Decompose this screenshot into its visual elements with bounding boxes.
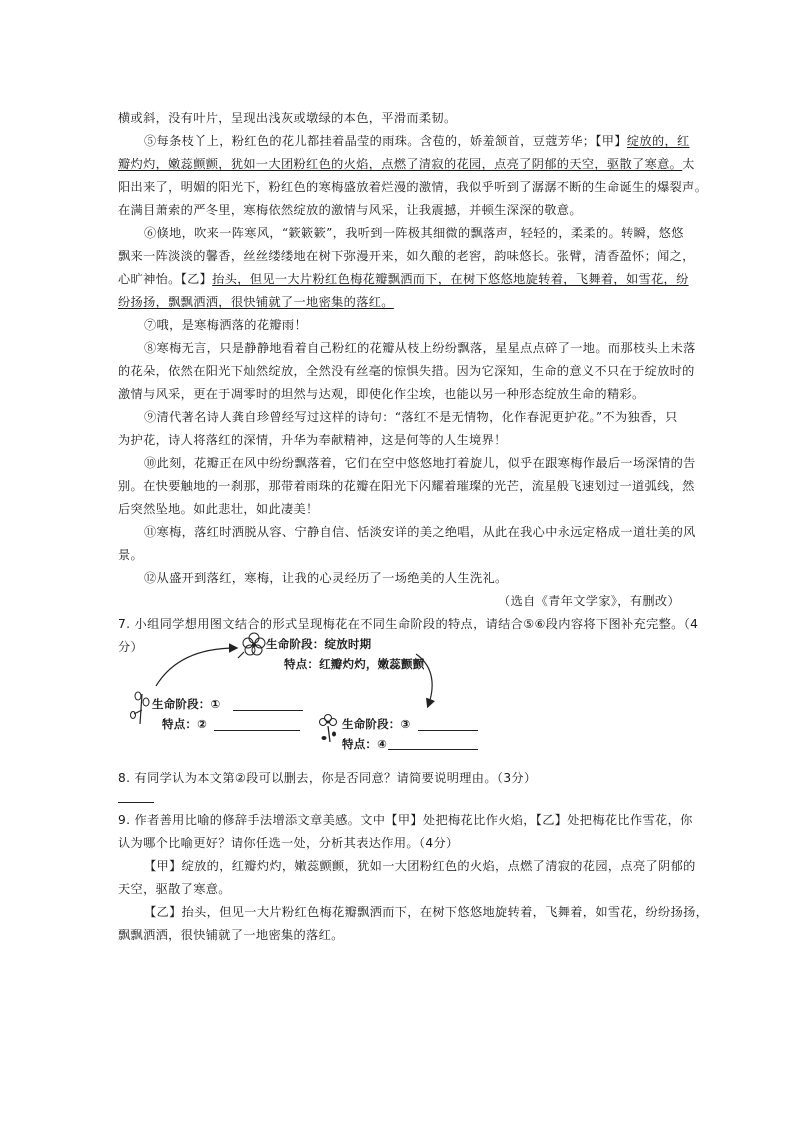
- q9-yi-quote: 【乙】抬头，但见一大片粉红色梅花瓣飘洒而下，在树下悠悠地旋转着，飞舞着，如雪花，纷纷扬扬，: [144, 905, 709, 919]
- passage-line: ⑪寒梅，落红时洒脱从容、宁静自信、恬淡安详的美之绝唱，从此在我心中永远定格成一道壮美的风: [144, 525, 696, 539]
- question-9: 9. 作者善用比喻的修辞手法增添文章美感。文中【甲】处把梅花比作火焰，【乙】处把梅花比作雪花，你: [118, 813, 693, 827]
- passage-line: 横或斜，没有叶片，呈现出浅灰或墩绿的本色，平滑而柔韧。: [118, 111, 457, 125]
- passage-line: 后突然坠地。如此悲壮，如此凄美！: [118, 502, 319, 516]
- question-9-cont: 认为哪个比喻更好？请你任选一处，分析其表达作用。（4分）: [118, 836, 459, 850]
- q9-jia-quote: 【甲】绽放的，红瓣灼灼，嫩蕊颤颤，犹如一大团粉红色的火焰，点燃了清寂的花园，点亮了阴郁的: [144, 859, 696, 873]
- q9-yi-quote-cont: 飘飘洒洒，很快铺就了一地密集的落红。: [118, 928, 344, 942]
- passage-line: [118, 156, 695, 172]
- passage-line: 激情与风采，更在于凋零时的坦然与达观，即使化作尘埃，也能以另一种形态绽放生命的精彩。: [118, 387, 645, 401]
- passage-line: [118, 271, 689, 287]
- question-7: 7. 小组同学想用图文结合的形式呈现梅花在不同生命阶段的特点，请结合⑤⑥段内容将下图补充完整。（4: [118, 617, 699, 631]
- jia-marker: 【甲】: [595, 134, 627, 148]
- passage-line: 在满目萧索的严冬里，寒梅依然绽放的激情与风采，让我震撼，并顿生深深的敬意。: [118, 203, 582, 217]
- passage-line: 别。在快要触地的一刹那，那带着雨珠的花瓣在阳光下闪耀着璀璨的光芒，流星般飞速划过一道弧线，然: [118, 479, 695, 493]
- answer-blank-3[interactable]: [418, 730, 478, 731]
- answer-blank-2[interactable]: [214, 730, 300, 731]
- jia-start: 绽放的，红: [626, 134, 690, 148]
- jia-end: 太: [682, 157, 695, 171]
- answer-blank-4[interactable]: [388, 749, 478, 750]
- passage-line: ⑫从盛开到落红，寒梅，让我的心灵经历了一场绝美的人生洗礼。: [144, 571, 508, 585]
- passage-line: ⑧寒梅无言，只是静静地看着自己粉红的花瓣从枝上纷纷飘落，星星点点碎了一地。而那枝头上未落: [144, 341, 696, 355]
- yi-underlined: 抬头，但见一大片粉红色梅花瓣飘洒而下，在树下悠悠地旋转着，飞舞着，如雪花，纷: [212, 272, 689, 286]
- left-feature-label: 特点：②: [162, 717, 208, 731]
- passage-line: ⑥倏地，吹来一阵寒风，“簌簌簌”，我听到一阵极其细微的飘落声，轻轻的，柔柔的。转瞬，悠悠: [144, 226, 684, 240]
- passage-line: ⑨清代著名诗人龚自珍曾经写过这样的诗句：“落红不是无情物，化作春泥更护花。”不为独香，只: [144, 410, 678, 424]
- passage-line: 为护花，诗人将落红的深情，升华为奉献精神，这是何等的人生境界！: [118, 433, 507, 447]
- top-feature-label: 特点：红瓣灼灼，嫩蕊颤颤: [284, 657, 425, 671]
- answer-blank-1[interactable]: [233, 710, 303, 711]
- question-7-cont: 分）: [118, 640, 144, 654]
- falling-petals-icon: [320, 715, 337, 743]
- para5-text: ⑤每条枝丫上，粉红色的花儿都挂着晶莹的雨珠。含苞的，娇羞颔首，豆蔻芳华；: [144, 134, 596, 148]
- life-stage-diagram: [118, 628, 518, 758]
- right-feature-label: 特点：④: [342, 737, 388, 751]
- passage-line: ⑩此刻，花瓣正在风中纷纷飘落着，它们在空中悠悠地打着旋儿，似乎在跟寒梅作最后一场深情的告: [144, 456, 696, 470]
- top-stage-label: 生命阶段：绽放时期: [266, 637, 372, 651]
- question-8: 8. 有同学认为本文第②段可以删去，你是否同意？请简要说明理由。（3分）: [118, 771, 537, 785]
- passage-line: 阳出来了，明媚的阳光下，粉红色的寒梅盛放着烂漫的激情，我似乎听到了潺潺不断的生命诞生的爆裂声。: [118, 180, 708, 194]
- yi-marker: 【乙】: [180, 272, 213, 286]
- right-stage-label: 生命阶段：③: [342, 717, 411, 731]
- passage-line: [144, 133, 709, 149]
- plum-blossom-icon: [238, 633, 265, 658]
- arrow-left-to-top: [156, 648, 236, 686]
- source-citation: （选自《青年文学家》，有删改）: [498, 594, 680, 608]
- passage-line: [118, 294, 683, 310]
- plum-bud-icon: [131, 692, 150, 724]
- left-stage-label: 生命阶段：①: [152, 697, 221, 711]
- jia-underlined: 瓣灼灼，嫩蕊颤颤，犹如一大团粉红色的火焰，点燃了清寂的花园，点亮了阴郁的天空，驱散了寒意。: [118, 157, 683, 171]
- passage-line: 景。: [118, 548, 144, 562]
- para6-end: 心旷神怡。: [118, 272, 181, 286]
- q9-jia-quote-cont: 天空，驱散了寒意。: [118, 882, 231, 896]
- answer-line-8[interactable]: [118, 802, 154, 803]
- passage-line: ⑦哦，是寒梅洒落的花瓣雨！: [144, 318, 307, 332]
- yi-underlined-cont: 纷扬扬，飘飘洒洒，很快铺就了一地密集的落红。: [118, 295, 394, 309]
- passage-line: 飘来一阵淡淡的馨香，丝丝缕缕地在树下弥漫开来，如久酿的老窖，韵味悠长。张臂，清香盈怀；闻之，: [118, 249, 695, 263]
- passage-line: 的花朵，依然在阳光下灿然绽放，全然没有丝毫的惊惧失措。因为它深知，生命的意义不只在于绽放时的: [118, 364, 695, 378]
